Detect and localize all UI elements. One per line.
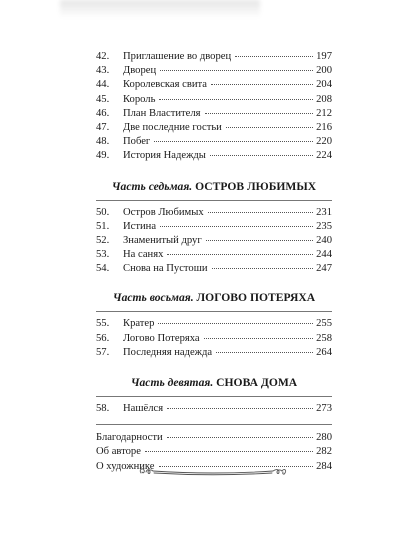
part-heading xyxy=(66,180,362,193)
dot-leader xyxy=(167,254,313,255)
section-title: Благодарности xyxy=(96,432,163,444)
chapter-number: 55. xyxy=(96,318,110,330)
toc-entry[interactable] xyxy=(96,402,332,416)
chapter-title: Побег xyxy=(123,136,151,148)
page-number: 204 xyxy=(316,79,332,91)
chapter-group-4 xyxy=(96,402,332,416)
chapter-title: Две последние гостьи xyxy=(123,121,222,133)
toc-entry[interactable] xyxy=(96,332,332,346)
divider xyxy=(96,424,332,425)
divider xyxy=(96,311,332,312)
dot-leader xyxy=(160,226,313,227)
table-of-contents xyxy=(96,50,332,474)
top-edge-shadow xyxy=(60,0,260,18)
toc-entry[interactable] xyxy=(96,78,332,92)
dot-leader xyxy=(208,212,313,213)
toc-entry[interactable] xyxy=(96,121,332,135)
toc-entry[interactable] xyxy=(96,234,332,248)
chapter-number: 46. xyxy=(96,107,110,119)
chapter-title: Нашёлся xyxy=(123,403,164,414)
chapter-title: Кратер xyxy=(123,318,155,330)
toc-entry[interactable] xyxy=(96,262,332,276)
divider xyxy=(96,200,332,201)
dot-leader xyxy=(211,84,313,85)
chapter-title: Логово Потеряха xyxy=(123,332,200,344)
page-number: 280 xyxy=(316,432,332,444)
page-number: 235 xyxy=(316,220,332,232)
dot-leader xyxy=(158,323,313,324)
dot-leader xyxy=(167,437,313,438)
toc-entry[interactable] xyxy=(96,206,332,220)
chapter-title: Дворец xyxy=(123,65,157,77)
toc-entry[interactable] xyxy=(96,248,332,262)
page-number: 264 xyxy=(316,346,332,358)
chapter-group-1 xyxy=(96,50,332,164)
chapter-number: 54. xyxy=(96,263,110,275)
dot-leader xyxy=(216,352,313,353)
chapter-number: 57. xyxy=(96,346,110,358)
page-number: 200 xyxy=(316,65,332,77)
dot-leader xyxy=(159,99,313,100)
dot-leader xyxy=(235,56,313,57)
toc-entry[interactable] xyxy=(96,149,332,163)
page-number: 197 xyxy=(316,51,332,62)
part-title: СНОВА ДОМА xyxy=(216,376,298,389)
chapter-title: Знаменитый друг xyxy=(123,234,202,246)
dot-leader xyxy=(226,127,313,128)
toc-entry[interactable] xyxy=(96,346,332,360)
part-heading xyxy=(66,376,362,389)
chapter-number: 44. xyxy=(96,79,110,91)
toc-entry[interactable] xyxy=(96,317,332,331)
chapter-group-3 xyxy=(96,317,332,360)
chapter-number: 53. xyxy=(96,249,110,261)
chapter-title: Снова на Пустоши xyxy=(123,263,208,275)
chapter-group-2 xyxy=(96,206,332,277)
decorative-flourish xyxy=(138,464,288,478)
chapter-title: На санях xyxy=(123,249,164,261)
dot-leader xyxy=(204,338,313,339)
page-number: 258 xyxy=(316,332,332,344)
toc-entry[interactable] xyxy=(96,220,332,234)
page-number: 284 xyxy=(316,460,332,472)
chapter-number: 56. xyxy=(96,332,110,344)
page-number: 231 xyxy=(316,206,332,218)
chapter-number: 42. xyxy=(96,51,110,62)
dot-leader xyxy=(210,155,313,156)
chapter-title: Приглашение во дворец xyxy=(123,51,232,62)
part-label: Часть восьмая. xyxy=(112,291,194,305)
toc-entry[interactable] xyxy=(96,107,332,121)
toc-entry[interactable] xyxy=(96,445,332,459)
page-number: 273 xyxy=(316,403,332,414)
chapter-number: 48. xyxy=(96,136,110,148)
toc-entry[interactable] xyxy=(96,431,332,445)
part-label: Часть девятая. xyxy=(130,376,214,389)
page-number: 244 xyxy=(316,249,332,261)
page-number: 220 xyxy=(316,136,332,148)
toc-entry[interactable] xyxy=(96,50,332,64)
dot-leader xyxy=(154,141,313,142)
part-heading xyxy=(66,291,362,304)
dot-leader xyxy=(212,268,314,269)
dot-leader xyxy=(145,451,313,452)
chapter-title: История Надежды xyxy=(123,150,206,162)
chapter-number: 52. xyxy=(96,234,110,246)
page-number: 212 xyxy=(316,107,332,119)
page-number: 240 xyxy=(316,234,332,246)
part-title: ЛОГОВО ПОТЕРЯХА xyxy=(196,291,316,305)
chapter-number: 51. xyxy=(96,220,110,232)
page-number: 224 xyxy=(316,150,332,162)
chapter-title: План Властителя xyxy=(123,107,201,119)
page-number: 216 xyxy=(316,121,332,133)
dot-leader xyxy=(206,240,313,241)
chapter-title: Король xyxy=(123,93,156,105)
chapter-number: 49. xyxy=(96,150,110,162)
section-title: Об авторе xyxy=(96,446,141,458)
chapter-title: Королевская свита xyxy=(123,79,207,91)
chapter-title: Последняя надежда xyxy=(123,346,213,358)
chapter-number: 50. xyxy=(96,206,110,218)
page-number: 282 xyxy=(316,446,332,458)
section-title: О художнике xyxy=(96,460,155,472)
chapter-title: Остров Любимых xyxy=(123,206,204,218)
page-number: 208 xyxy=(316,93,332,105)
chapter-number: 47. xyxy=(96,121,110,133)
dot-leader xyxy=(167,408,313,409)
page-number: 247 xyxy=(316,263,332,275)
chapter-title: Истина xyxy=(123,220,157,232)
chapter-number: 58. xyxy=(96,403,110,414)
dot-leader xyxy=(205,113,314,114)
divider xyxy=(96,396,332,397)
dot-leader xyxy=(160,70,313,71)
toc-entry[interactable] xyxy=(96,64,332,78)
page-number: 255 xyxy=(316,318,332,330)
part-title: ОСТРОВ ЛЮБИМЫХ xyxy=(195,179,317,193)
part-label: Часть седьмая. xyxy=(111,179,193,193)
chapter-number: 45. xyxy=(96,93,110,105)
toc-entry[interactable] xyxy=(96,93,332,107)
toc-entry[interactable] xyxy=(96,135,332,149)
chapter-number: 43. xyxy=(96,65,110,77)
